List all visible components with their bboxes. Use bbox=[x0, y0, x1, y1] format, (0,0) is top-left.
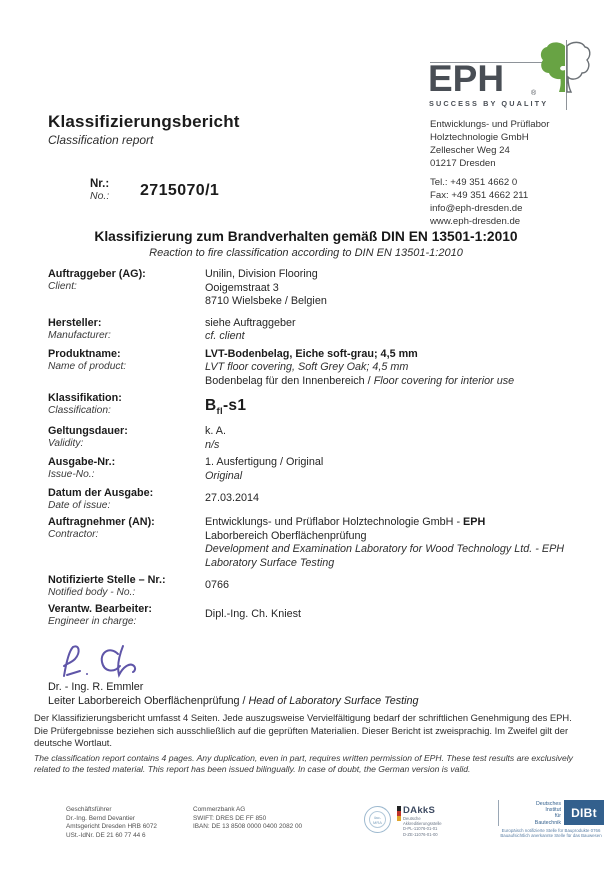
form-row bbox=[48, 487, 585, 512]
row-values bbox=[205, 348, 585, 389]
value-line bbox=[205, 361, 585, 375]
report-title-de: Klassifizierungsbericht bbox=[48, 112, 240, 131]
report-title-en: Classification report bbox=[48, 133, 154, 147]
value-segment: Dipl.-Ing. Ch. Kniest bbox=[205, 608, 302, 621]
text-line: Europäisch notifizierte Stelle für Bauprodukte 0766 bbox=[501, 827, 601, 833]
value-line bbox=[205, 557, 585, 571]
value-line bbox=[205, 579, 585, 593]
value-line bbox=[205, 348, 585, 362]
row-label-de: Auftraggeber (AG): bbox=[48, 268, 146, 280]
value-segment: fl bbox=[216, 406, 223, 418]
text-line: Bautechnik bbox=[534, 819, 561, 826]
footer-management-info bbox=[66, 806, 157, 840]
value-line bbox=[205, 543, 585, 557]
row-label-de: Produktname: bbox=[48, 347, 121, 360]
text-line: D-ZE-11076-01-00 bbox=[403, 831, 438, 837]
eph-logo bbox=[428, 40, 598, 110]
form-row bbox=[48, 392, 585, 421]
value-line bbox=[205, 397, 585, 421]
value-segment: siehe Auftraggeber bbox=[205, 316, 296, 329]
form-row-label bbox=[48, 487, 205, 512]
value-segment: 0766 bbox=[205, 579, 230, 592]
value-segment: Original bbox=[205, 469, 243, 482]
value-segment: LVT-Bodenbelag, Eiche soft-grau; 4,5 mm bbox=[205, 347, 418, 360]
text-line: D-PL-11076-01-01 bbox=[403, 826, 438, 832]
form-row bbox=[48, 317, 585, 344]
value-line bbox=[205, 317, 585, 331]
text-line: info@eph-dresden.de bbox=[430, 203, 523, 214]
value-line bbox=[205, 608, 585, 622]
value-segment: 27.03.2014 bbox=[205, 492, 260, 505]
form-row-label bbox=[48, 268, 205, 309]
text-line: SWIFT: DRES DE FF 850 bbox=[193, 814, 267, 822]
row-values bbox=[205, 456, 585, 483]
form-row bbox=[48, 456, 585, 483]
value-segment: 1. Ausfertigung / Original bbox=[205, 456, 324, 469]
text-line: Deutsche bbox=[403, 816, 421, 821]
value-line bbox=[205, 295, 585, 309]
text-line: Holztechnologie GmbH bbox=[430, 132, 529, 143]
dibt-logo bbox=[498, 800, 604, 839]
value-segment: -s1 bbox=[222, 397, 247, 414]
value-segment: Entwicklungs- und Prüflabor Holztechnologie GmbH - bbox=[205, 516, 464, 529]
row-label-de: Verantw. Bearbeiter: bbox=[48, 603, 153, 616]
dibt-wordmark: DIBt bbox=[564, 800, 604, 825]
row-label-en: Classification: bbox=[48, 405, 111, 416]
footer-bank-info bbox=[193, 806, 302, 832]
value-segment: k. A. bbox=[205, 425, 227, 438]
value-segment: Unilin, Division Flooring bbox=[205, 268, 318, 280]
text-line: Entwicklungs- und Prüflabor bbox=[430, 119, 550, 130]
text-line: Amtsgericht Dresden HRB 6072 bbox=[66, 823, 157, 831]
text-line: Dr.-Ing. Bernd Devantier bbox=[66, 814, 135, 822]
value-segment: Laboratory Surface Testing bbox=[205, 556, 335, 569]
company-contact bbox=[430, 176, 528, 228]
signatory-role bbox=[48, 695, 419, 707]
value-segment: Laborbereich Oberflächenprüfung bbox=[205, 529, 367, 542]
main-heading-en: Reaction to fire classification according to DIN EN 13501-1:2010 bbox=[149, 247, 463, 259]
text-line: Bauaufsichtlich anerkannte Stelle für das Bauwesen bbox=[500, 833, 602, 839]
value-line bbox=[205, 516, 585, 530]
form-row-label bbox=[48, 392, 205, 421]
row-label-en: Manufacturer: bbox=[48, 329, 111, 341]
row-label-de: Klassifikation: bbox=[48, 392, 122, 404]
value-segment: 8710 Wielsbeke / Belgien bbox=[205, 295, 327, 307]
seal-inner-text: ilac-MRA bbox=[369, 811, 386, 828]
row-values bbox=[205, 487, 585, 512]
handwritten-signature bbox=[56, 642, 166, 680]
form-row bbox=[48, 348, 585, 389]
form-row bbox=[48, 574, 585, 599]
text-line: Deutsches bbox=[535, 801, 561, 807]
signatory-role-en: Head of Laboratory Surface Testing bbox=[248, 695, 419, 707]
row-label-en: Client: bbox=[48, 281, 77, 292]
text-line: Fax: +49 351 4662 211 bbox=[430, 190, 529, 201]
text-line: IBAN: DE 13 8508 0000 0400 2082 00 bbox=[193, 823, 303, 831]
text-line: 01217 Dresden bbox=[430, 158, 496, 169]
row-label-en: Date of issue: bbox=[48, 500, 111, 512]
row-values bbox=[205, 425, 585, 452]
value-segment: B bbox=[205, 397, 217, 414]
row-label-en: Contractor: bbox=[48, 529, 99, 541]
report-number-labels bbox=[90, 178, 109, 202]
value-segment: n/s bbox=[205, 438, 220, 451]
row-label-de: Auftragnehmer (AN): bbox=[48, 516, 155, 529]
value-line bbox=[205, 282, 585, 296]
form-row-label bbox=[48, 317, 205, 344]
logo-wordmark: EPH bbox=[428, 58, 505, 99]
value-segment: cf. client bbox=[205, 330, 245, 342]
dakks-sub-text bbox=[403, 816, 442, 837]
value-line bbox=[205, 330, 585, 344]
text-line: Commerzbank AG bbox=[193, 806, 246, 813]
form-row-label bbox=[48, 603, 205, 628]
row-label-de: Notifizierte Stelle – Nr.: bbox=[48, 574, 166, 587]
registered-trademark-icon: ® bbox=[531, 90, 537, 97]
logo-tagline: SUCCESS BY QUALITY bbox=[429, 99, 549, 108]
value-line bbox=[205, 470, 585, 484]
value-line bbox=[205, 425, 585, 439]
form-row-label bbox=[48, 348, 205, 389]
form-row bbox=[48, 268, 585, 309]
signatory-name: Dr. - Ing. R. Emmler bbox=[48, 681, 144, 693]
text-line: Tel.: +49 351 4662 0 bbox=[430, 177, 518, 188]
form-row bbox=[48, 603, 585, 628]
number-label-de: Nr.: bbox=[90, 178, 110, 190]
value-line bbox=[205, 456, 585, 470]
form-row bbox=[48, 425, 585, 452]
row-label-en: Engineer in charge: bbox=[48, 616, 137, 628]
disclaimer-german: Der Klassifizierungsbericht umfasst 4 Seiten. Jede auszugsweise Vervielfältigung bedarf der schriftlichen Genehmigung des EPH. Die Prüfergebnisse beziehen sich ausschließlich auf die geprüften Materialien. Dieser Bericht ist zweisprachig. Im Zweifel gilt der deutsche Wortlaut. bbox=[34, 712, 572, 749]
form-row bbox=[48, 516, 585, 570]
value-line bbox=[205, 492, 585, 506]
text-line: www.eph-dresden.de bbox=[430, 216, 521, 227]
row-values bbox=[205, 516, 585, 570]
form-row-label bbox=[48, 516, 205, 570]
dibt-sub-text bbox=[498, 828, 604, 839]
row-values bbox=[205, 268, 585, 309]
dakks-logo bbox=[397, 806, 442, 837]
row-values bbox=[205, 574, 585, 599]
form-rows bbox=[48, 268, 585, 632]
value-segment: Development and Examination Laboratory for Wood Technology Ltd. - EPH bbox=[205, 543, 565, 556]
form-row-label bbox=[48, 425, 205, 452]
form-row-label bbox=[48, 574, 205, 599]
text-line: für bbox=[554, 813, 561, 820]
value-line bbox=[205, 375, 585, 389]
dibt-institute-name bbox=[535, 800, 561, 826]
row-label-de: Ausgabe-Nr.: bbox=[48, 456, 116, 469]
text-line: Akkreditierungsstelle bbox=[403, 821, 442, 827]
row-label-de: Hersteller: bbox=[48, 316, 102, 329]
text-line: USt.-IdNr. DE 21 60 77 44 6 bbox=[66, 831, 146, 839]
value-line bbox=[205, 530, 585, 544]
value-segment: EPH bbox=[463, 516, 486, 529]
row-label-en: Issue-No.: bbox=[48, 469, 95, 481]
number-label-en: No.: bbox=[90, 190, 110, 202]
value-segment: Ooigemstraat 3 bbox=[205, 281, 279, 294]
row-values bbox=[205, 392, 585, 421]
value-segment: Floor covering for interior use bbox=[373, 374, 515, 387]
value-segment: Bodenbelag für den Innenbereich / bbox=[205, 374, 374, 387]
text-line: Geschäftsführer bbox=[66, 806, 112, 813]
value-line bbox=[205, 268, 585, 282]
value-segment: LVT floor covering, Soft Grey Oak; 4,5 mm bbox=[205, 361, 409, 373]
row-label-en: Notified body - No.: bbox=[48, 587, 136, 599]
signatory-role-de: Leiter Laborbereich Oberflächenprüfung / bbox=[48, 695, 249, 707]
row-values bbox=[205, 603, 585, 628]
text-line: Zellescher Weg 24 bbox=[430, 145, 510, 156]
german-flag-icon bbox=[397, 806, 401, 821]
value-line bbox=[205, 439, 585, 453]
row-label-en: Name of product: bbox=[48, 360, 127, 372]
row-label-de: Datum der Ausgabe: bbox=[48, 487, 154, 500]
dakks-wordmark: DAkkS bbox=[403, 805, 436, 816]
company-address bbox=[430, 118, 549, 170]
row-label-en: Validity: bbox=[48, 438, 84, 450]
disclaimer-english: The classification report contains 4 pages. Any duplication, even in part, requires written permission of EPH. These test results are exclusively related to the tested material. This report has been issued bilingually. In case of doubt, the German version is valid. bbox=[34, 753, 573, 775]
row-values bbox=[205, 317, 585, 344]
report-number-value: 2715070/1 bbox=[140, 182, 220, 199]
text-line: Institut bbox=[545, 807, 561, 814]
main-heading-de: Klassifizierung zum Brandverhalten gemäß DIN EN 13501-1:2010 bbox=[94, 229, 518, 244]
tree-head-icon bbox=[538, 40, 592, 98]
form-row-label bbox=[48, 456, 205, 483]
ilac-mra-seal-icon bbox=[364, 806, 391, 833]
row-label-de: Geltungsdauer: bbox=[48, 425, 128, 438]
